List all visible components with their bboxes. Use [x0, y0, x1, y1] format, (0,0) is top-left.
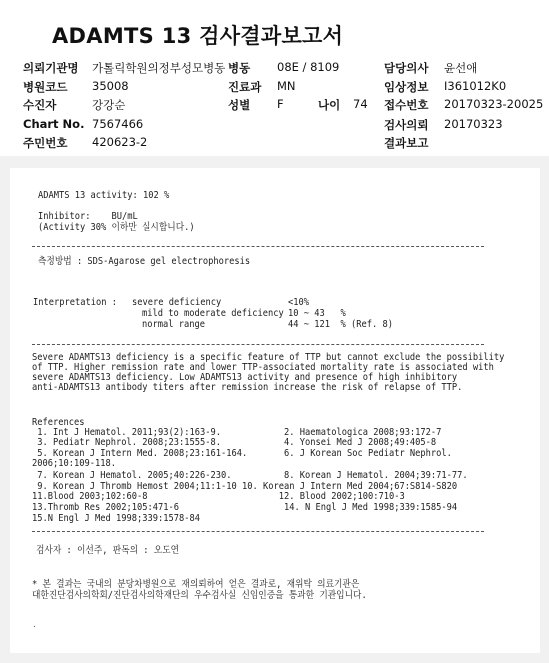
interp-row-label: mild to moderate deficiency: [142, 308, 284, 319]
interpretation-label: Interpretation :: [33, 297, 117, 308]
ward-label: 병동: [228, 61, 251, 75]
hospital-code-value: 35008: [92, 79, 129, 93]
reference-line: 11.Blood 2003;102:60-8 12. Blood 2002;100:710-3: [32, 491, 405, 502]
reference-line: 15.N Engl J Med 1998;339:1578-84: [32, 513, 200, 524]
reference-line: 3. Pediatr Nephrol. 2008;23:1555-8. 4. Yonsei Med J 2008;49:405-8: [32, 437, 437, 448]
request-date-value: 20170323: [444, 117, 503, 131]
id-value: 420623-2: [92, 135, 148, 149]
clinical-info-label: 임상정보: [384, 80, 429, 94]
patient-label: 수진자: [23, 98, 57, 112]
inhibitor-line: Inhibitor: BU/mL: [38, 211, 138, 222]
footnote-line: * 본 결과는 국내의 분당차병원으로 재의뢰하여 얻은 결과로, 재위탁 의료기관은: [32, 579, 360, 590]
comment-line: Severe ADAMTS13 deficiency is a specific feature of TTP but cannot exclude the possibility: [32, 352, 505, 363]
divider-1: [32, 246, 484, 247]
sex-label: 성별: [228, 98, 251, 112]
reference-line: 1. Int J Hematol. 2011;93(2):163-9. 2. Haematologica 2008;93:172-7: [32, 427, 442, 438]
trailing-mark: .: [33, 620, 36, 630]
report-title: ADAMTS 13 검사결과보고서: [52, 24, 344, 48]
reference-line: 13.Thromb Res 2002;105:471-6 14. N Engl J Med 1998;339:1585-94: [32, 502, 458, 513]
comment-line: severe ADAMTS13 deficiency. Low ADAMTS13 activity and presence of high inhibitory: [32, 372, 458, 383]
receipt-label: 접수번호: [384, 98, 429, 112]
activity-line: ADAMTS 13 activity: 102 %: [38, 190, 170, 201]
interp-row-label: normal range: [142, 319, 205, 330]
receipt-value: 20170323-20025: [444, 97, 544, 111]
reference-line: 9. Korean J Thromb Hemost 2004;11:1-10 10. Korean J Intern Med 2004;67:S814-S820: [32, 481, 458, 492]
institution-value: 가톨릭학원의정부성모병동: [92, 61, 226, 75]
chart-value: 7567466: [92, 117, 144, 131]
hospital-code-label: 병원코드: [23, 80, 68, 94]
comment-line: anti-ADAMTS13 antibody titers after remission increase the risk of relapse of TTP.: [32, 382, 463, 393]
age-value: 74: [353, 97, 368, 111]
id-label: 주민번호: [23, 136, 68, 150]
patient-value: 강강순: [92, 98, 126, 112]
footnote-line: 대한진단검사의학회/진단검사의학재단의 우수검사실 신임인증을 통과한 기관입니다.: [32, 590, 367, 601]
references-title: References: [32, 417, 85, 428]
request-date-label: 검사의뢰: [384, 118, 429, 132]
dept-value: MN: [277, 79, 296, 93]
divider-2: [32, 344, 484, 345]
age-label: 나이: [318, 98, 341, 112]
reference-line: 7. Korean J Hematol. 2005;40:226-230. 8. Korean J Hematol. 2004;39:71-77.: [32, 470, 468, 481]
reference-line: 5. Korean J Intern Med. 2008;23:161-164. 6. J Korean Soc Pediatr Nephrol.: [32, 448, 452, 459]
examiner-line: 검사자 : 이선주, 판독의 : 오도연: [36, 545, 180, 556]
interp-row-value: <10%: [288, 297, 309, 308]
method-line: 측정방법 : SDS-Agarose gel electrophoresis: [38, 256, 251, 267]
chart-label: Chart No.: [23, 117, 85, 131]
doctor-value: 윤선애: [444, 61, 478, 75]
institution-label: 의뢰기관명: [23, 61, 79, 75]
clinical-info-value: I361012K0: [444, 79, 507, 93]
sex-value: F: [277, 97, 284, 111]
dept-label: 진료과: [228, 80, 262, 94]
report-label: 결과보고: [384, 136, 429, 150]
interp-row-label: severe deficiency: [132, 297, 222, 308]
divider-3: [32, 531, 484, 532]
ward-value: 08E / 8109: [277, 60, 340, 74]
interp-row-value: 44 ~ 121 % (Ref. 8): [288, 319, 393, 330]
reference-line: 2006;10:109-118.: [32, 458, 116, 469]
doctor-label: 담당의사: [384, 61, 429, 75]
inhibitor-note: (Activity 30% 이하만 실시합니다.): [38, 222, 195, 233]
comment-line: of TTP. Higher remission rate and lower TTP-associated mortality rate is associated with: [32, 362, 494, 373]
interp-row-value: 10 ~ 43 %: [288, 308, 346, 319]
